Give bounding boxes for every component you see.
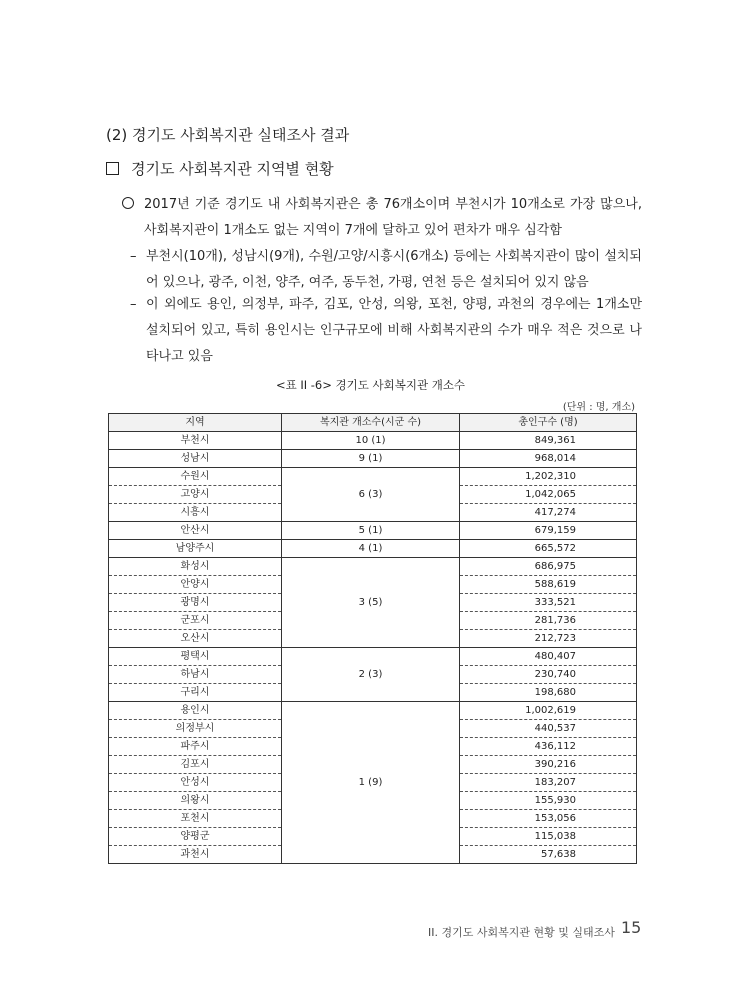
page-number: 15 <box>621 918 642 937</box>
header-population: 총인구수 (명) <box>460 414 637 432</box>
table-row <box>109 540 637 558</box>
dash-marker: – <box>130 297 137 312</box>
cell-population: 183,207 <box>460 774 637 792</box>
circle-bullet-icon <box>122 197 134 209</box>
cell-region: 광명시 <box>109 594 282 612</box>
cell-population: 440,537 <box>460 720 637 738</box>
cell-region: 안성시 <box>109 774 282 792</box>
cell-population: 588,619 <box>460 576 637 594</box>
cell-region: 남양주시 <box>109 540 282 558</box>
section-heading: (2) 경기도 사회복지관 실태조사 결과 <box>106 126 350 144</box>
cell-population: 686,975 <box>460 558 637 576</box>
cell-region: 김포시 <box>109 756 282 774</box>
cell-region: 안산시 <box>109 522 282 540</box>
cell-population: 679,159 <box>460 522 637 540</box>
cell-region: 고양시 <box>109 486 282 504</box>
dash-marker: – <box>130 249 137 264</box>
cell-population: 665,572 <box>460 540 637 558</box>
cell-population: 1,202,310 <box>460 468 637 486</box>
table-caption: <표 II -6> 경기도 사회복지관 개소수 <box>275 378 466 392</box>
cell-population: 1,042,065 <box>460 486 637 504</box>
cell-population: 390,216 <box>460 756 637 774</box>
table-unit: (단위 : 명, 개소) <box>562 402 635 413</box>
dash-text: 이 외에도 용인, 의정부, 파주, 김포, 안성, 의왕, 포천, 양평, 과천의 경우에는 1개소만 설치되어 있고, 특히 용인시는 인구규모에 비해 사회복지관의 수가 매우 적은 것으로 나타나고 있음 <box>146 297 642 364</box>
cell-region: 용인시 <box>109 702 282 720</box>
cell-count: 2 (3) <box>282 648 460 702</box>
cell-region: 군포시 <box>109 612 282 630</box>
cell-region: 의왕시 <box>109 792 282 810</box>
cell-population: 115,038 <box>460 828 637 846</box>
cell-region: 하남시 <box>109 666 282 684</box>
table-body <box>109 432 637 864</box>
cell-region: 구리시 <box>109 684 282 702</box>
subsection-heading <box>106 158 334 179</box>
cell-count: 4 (1) <box>282 540 460 558</box>
cell-region: 양평군 <box>109 828 282 846</box>
header-count: 복지관 개소수(시군 수) <box>282 414 460 432</box>
table-header-row <box>109 414 637 432</box>
cell-count: 10 (1) <box>282 432 460 450</box>
cell-population: 153,056 <box>460 810 637 828</box>
table-row <box>109 432 637 450</box>
cell-region: 평택시 <box>109 648 282 666</box>
cell-region: 포천시 <box>109 810 282 828</box>
cell-region: 의정부시 <box>109 720 282 738</box>
table-row <box>109 450 637 468</box>
cell-population: 480,407 <box>460 648 637 666</box>
cell-region: 화성시 <box>109 558 282 576</box>
cell-population: 155,930 <box>460 792 637 810</box>
bullet-text: 2017년 기준 경기도 내 사회복지관은 총 76개소이며 부천시가 10개소로 가장 많으나, 사회복지관이 1개소도 없는 지역이 7개에 달하고 있어 편차가 매우 심각함 <box>144 197 642 238</box>
cell-region: 시흥시 <box>109 504 282 522</box>
cell-count: 6 (3) <box>282 468 460 522</box>
cell-population: 198,680 <box>460 684 637 702</box>
cell-count: 1 (9) <box>282 702 460 864</box>
page-footer: II. 경기도 사회복지관 현황 및 실태조사 <box>428 926 615 939</box>
cell-population: 281,736 <box>460 612 637 630</box>
cell-region: 오산시 <box>109 630 282 648</box>
cell-population: 212,723 <box>460 630 637 648</box>
cell-region: 안양시 <box>109 576 282 594</box>
cell-population: 849,361 <box>460 432 637 450</box>
cell-population: 57,638 <box>460 846 637 864</box>
cell-population: 968,014 <box>460 450 637 468</box>
cell-region: 성남시 <box>109 450 282 468</box>
cell-count: 5 (1) <box>282 522 460 540</box>
subsection-heading-text: 경기도 사회복지관 지역별 현황 <box>131 160 334 178</box>
cell-region: 수원시 <box>109 468 282 486</box>
table-row <box>109 468 637 486</box>
cell-population: 1,002,619 <box>460 702 637 720</box>
cell-region: 과천시 <box>109 846 282 864</box>
table-row <box>109 702 637 720</box>
cell-region: 파주시 <box>109 738 282 756</box>
dash-text: 부천시(10개), 성남시(9개), 수원/고양/시흥시(6개소) 등에는 사회복지관이 많이 설치되어 있으나, 광주, 이천, 양주, 여주, 동두천, 가평, 연천 등은 설치되어 있지 않음 <box>146 249 642 290</box>
welfare-center-table <box>108 413 637 864</box>
cell-count: 3 (5) <box>282 558 460 648</box>
table-row <box>109 558 637 576</box>
cell-population: 436,112 <box>460 738 637 756</box>
table-row <box>109 648 637 666</box>
cell-count: 9 (1) <box>282 450 460 468</box>
cell-population: 333,521 <box>460 594 637 612</box>
square-bullet-icon <box>106 162 119 175</box>
cell-region: 부천시 <box>109 432 282 450</box>
cell-population: 417,274 <box>460 504 637 522</box>
header-region: 지역 <box>109 414 282 432</box>
table-row <box>109 522 637 540</box>
cell-population: 230,740 <box>460 666 637 684</box>
